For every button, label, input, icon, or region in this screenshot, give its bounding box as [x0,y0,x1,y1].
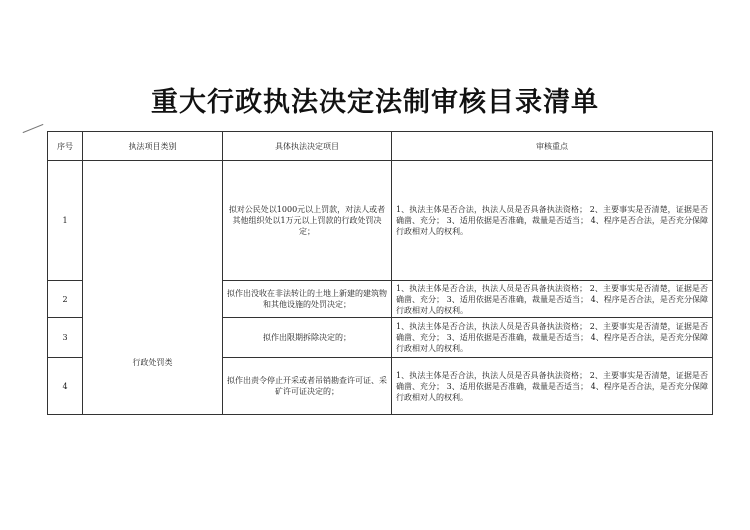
row-no: 2 [48,281,83,318]
header-no: 序号 [48,132,83,161]
key-points-text: 1、执法主体是否合法，执法人员是否具备执法资格； 2、主要事实是否清楚，证据是否确凿、充分； 3、适用依据是否准确，裁量是否适当； 4、程序是否合法，是否充分保障行政相对人的权利。 [396,205,708,236]
table-row [48,161,713,281]
row-item: 拟对公民处以1000元以上罚款，对法人或者其他组织处以1万元以上罚款的行政处罚决定； [223,161,392,281]
header-item: 具体执法决定项目 [223,132,392,161]
row-item: 拟作出责令停止开采或者吊销勘查许可证、采矿许可证决定的； [223,358,392,415]
key-points-text: 1、执法主体是否合法，执法人员是否具备执法资格； 2、主要事实是否清楚，证据是否确凿、充分； 3、适用依据是否准确，裁量是否适当； 4、程序是否合法，是否充分保障行政相对人的权利。 [396,370,708,402]
row-key-points [392,358,713,415]
row-item: 拟作出限期拆除决定的； [223,318,392,358]
row-key-points [392,161,713,281]
row-item: 拟作出没收在非法转让的土地上新建的建筑物和其他设施的处罚决定； [223,281,392,318]
header-key-points: 审核重点 [392,132,713,161]
scan-mark [23,124,44,133]
header-row [48,132,713,161]
row-key-points [392,281,713,318]
row-no: 1 [48,161,83,281]
key-points-text: 1、执法主体是否合法，执法人员是否具备执法资格； 2、主要事实是否清楚，证据是否确凿、充分； 3、适用依据是否准确，裁量是否适当； 4、程序是否合法，是否充分保障行政相对人的权利。 [396,322,708,353]
row-no: 3 [48,318,83,358]
category-cell: 行政处罚类 [83,161,223,415]
page-title: 重大行政执法决定法制审核目录清单 [151,87,599,118]
key-points-text: 1、执法主体是否合法，执法人员是否具备执法资格； 2、主要事实是否清楚，证据是否确凿、充分； 3、适用依据是否准确，裁量是否适当； 4、程序是否合法，是否充分保障行政相对人的权利。 [396,283,708,315]
row-key-points [392,318,713,358]
row-no: 4 [48,358,83,415]
review-table [47,131,713,415]
header-category: 执法项目类别 [83,132,223,161]
